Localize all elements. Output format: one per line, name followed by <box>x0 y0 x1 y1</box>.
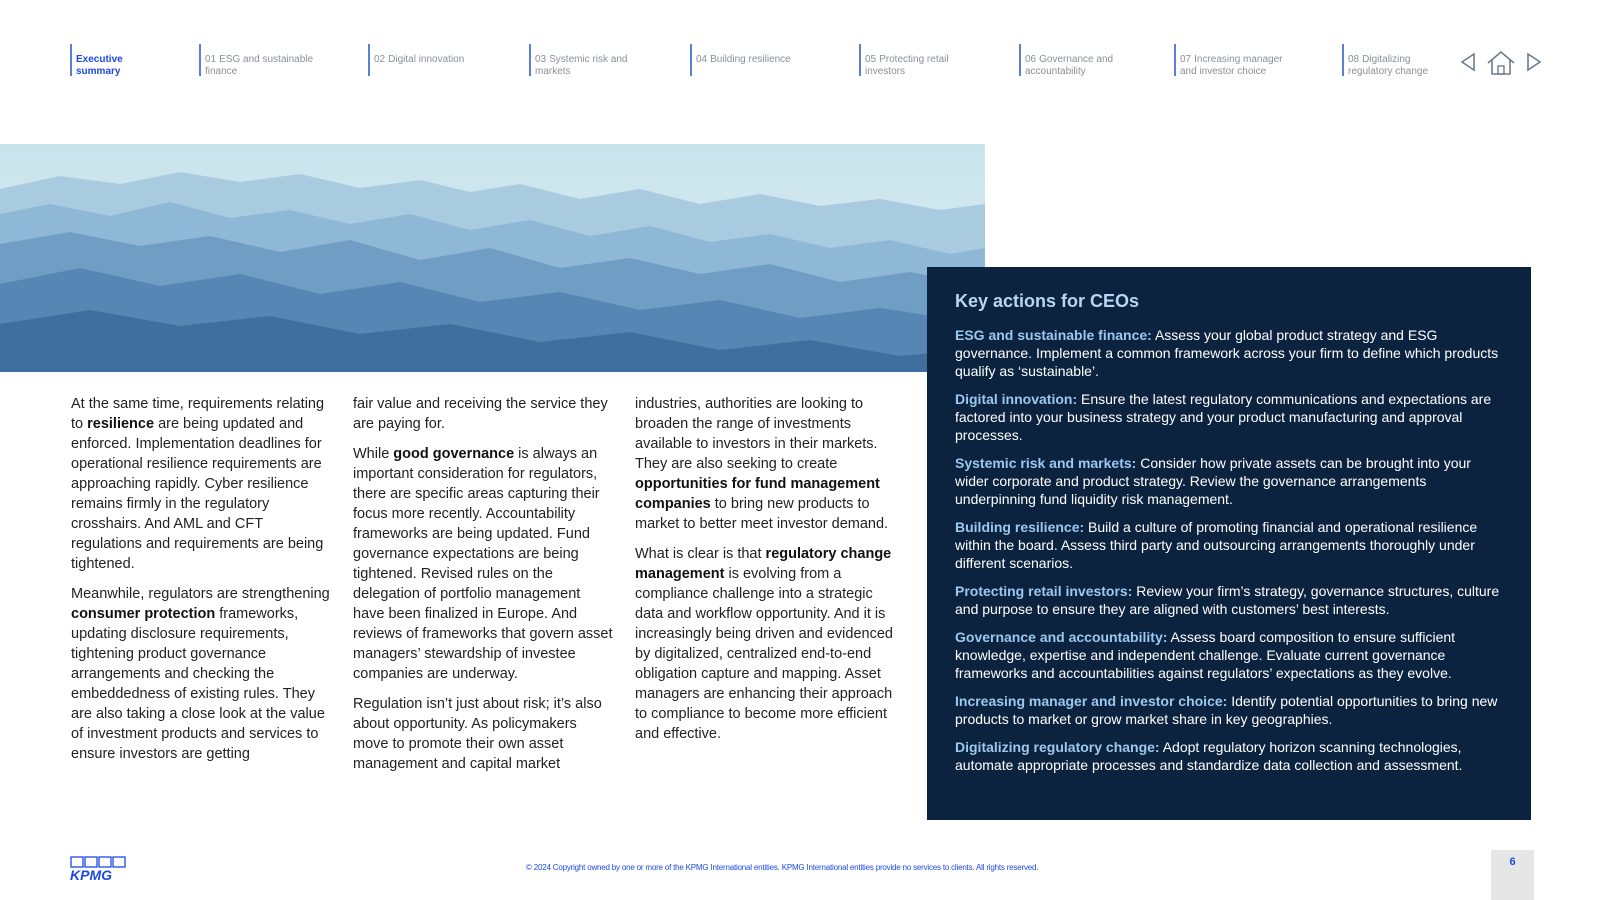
key-actions-panel <box>927 267 1531 820</box>
logo-text: KPMG <box>70 867 112 882</box>
key-action-item <box>955 628 1503 682</box>
body-column-3 <box>635 394 897 754</box>
key-action-item <box>955 326 1503 380</box>
text: industries, authorities are looking to broaden the range of investments available to investors in their markets. They are also seeking to create <box>635 396 878 472</box>
nav-label: Systemic risk and markets <box>535 54 628 77</box>
emphasis: good governance <box>393 446 515 462</box>
text: At the same time, requirements relating to <box>71 396 325 432</box>
text: While <box>353 446 394 462</box>
nav-controls <box>1460 52 1552 82</box>
key-action-text: Assess board composition to ensure sufficient knowledge, expertise and independent challenge. Evaluate current governance frameworks and accountabilities against regulators’ expectations as they evolve. <box>955 629 1456 681</box>
text: Meanwhile, regulators are strengthening <box>71 586 330 602</box>
nav-item-governance[interactable] <box>1019 44 1165 76</box>
page-number: 6 <box>1509 856 1516 868</box>
nav-label: Digital innovation <box>388 54 465 65</box>
nav-label: Executive summary <box>76 54 123 77</box>
nav-number: 04 <box>696 54 708 65</box>
key-action-item <box>955 738 1503 774</box>
key-action-text: Ensure the latest regulatory communications and expectations are factored into your business strategy and your product manufacturing and approval processes. <box>955 391 1492 443</box>
emphasis: regulatory change management <box>635 546 892 582</box>
paragraph <box>353 444 615 684</box>
nav-item-protecting-retail[interactable] <box>859 44 1005 76</box>
key-action-heading: Building resilience: <box>955 519 1085 535</box>
text: to bring new products to market to better meet investor demand. <box>635 496 889 532</box>
key-action-item <box>955 518 1503 572</box>
nav-label: Building resilience <box>710 54 791 65</box>
kpmg-logo <box>70 856 128 882</box>
text: is always an important consideration for regulators, there are specific areas capturing their focus more recently. Accountability frameworks are being updated. Fund governance expectations are being tightened. Revised rules on the delegation of portfolio management have been finalized in Europe. And reviews of frameworks that govern asset managers’ stewardship of investee companies are underway. <box>353 446 613 682</box>
text: What is clear is that <box>635 546 766 562</box>
key-action-heading: ESG and sustainable finance: <box>955 327 1152 343</box>
paragraph <box>71 584 333 764</box>
emphasis: consumer protection <box>71 606 216 622</box>
home-icon[interactable] <box>1486 50 1516 81</box>
paragraph: Regulation isn’t just about risk; it’s also about opportunity. As policymakers move to promote their own asset management and capital market <box>353 696 602 772</box>
page-number-box <box>1491 850 1534 900</box>
nav-label: Governance and accountability <box>1025 54 1114 77</box>
key-action-text: Assess your global product strategy and ESG governance. Implement a common framework across your firm to define which products qualify as ‘sustainable’. <box>955 327 1499 379</box>
nav-item-esg[interactable] <box>199 44 355 76</box>
nav-number: 06 <box>1025 54 1037 65</box>
nav-number: 03 <box>535 54 547 65</box>
nav-label: Protecting retail investors <box>865 54 949 77</box>
paragraph <box>71 394 333 574</box>
key-action-heading: Digital innovation: <box>955 391 1078 407</box>
nav-item-executive-summary[interactable] <box>70 44 194 76</box>
nav-item-digital-innovation[interactable] <box>368 44 524 76</box>
key-action-heading: Systemic risk and markets: <box>955 455 1137 471</box>
paragraph <box>635 394 897 534</box>
copyright-notice: © 2024 Copyright owned by one or more of the KPMG International entities. KPMG International entities provide no services to clients. All rights reserved. <box>526 863 1039 872</box>
nav-item-manager-choice[interactable] <box>1174 44 1330 76</box>
key-action-heading: Governance and accountability: <box>955 629 1168 645</box>
nav-item-digitalizing[interactable] <box>1342 44 1460 76</box>
text: are being updated and enforced. Implementation deadlines for operational resilience requirements are approaching rapidly. Cyber resilience remains firmly in the regulatory crosshairs. And AML and CFT regulations and requirements are being tightened. <box>71 416 324 572</box>
nav-label: Digitalizing regulatory change <box>1348 54 1429 77</box>
mountain-landscape-image <box>0 144 985 372</box>
key-action-text: Consider how private assets can be brought into your wider corporate and product strategy. Review the governance arrangements underpinning fund liquidity risk management. <box>955 455 1471 507</box>
key-actions-title: Key actions for CEOs <box>955 291 1140 311</box>
emphasis: resilience <box>87 416 155 432</box>
nav-item-systemic-risk[interactable] <box>529 44 675 76</box>
nav-number: 08 <box>1348 54 1360 65</box>
key-action-heading: Protecting retail investors: <box>955 583 1133 599</box>
nav-label: Increasing manager and investor choice <box>1180 54 1283 77</box>
top-navigation <box>0 44 1600 84</box>
key-action-text: Identify potential opportunities to bring new products to market or grow market share in key geographies. <box>955 693 1498 727</box>
key-action-item <box>955 390 1503 444</box>
key-action-heading: Increasing manager and investor choice: <box>955 693 1228 709</box>
paragraph: fair value and receiving the service they are paying for. <box>353 396 608 432</box>
key-action-heading: Digitalizing regulatory change: <box>955 739 1160 755</box>
body-column-2 <box>353 394 615 784</box>
key-action-item <box>955 582 1503 618</box>
key-action-item <box>955 454 1503 508</box>
key-action-text: Adopt regulatory horizon scanning technologies, automate appropriate processes and standardize data collection and assessment. <box>955 739 1463 773</box>
chevron-left-icon[interactable] <box>1460 52 1476 77</box>
nav-number: 05 <box>865 54 877 65</box>
nav-number: 07 <box>1180 54 1192 65</box>
paragraph <box>635 544 897 744</box>
key-action-item <box>955 692 1503 728</box>
body-column-1 <box>71 394 333 774</box>
nav-number: 01 <box>205 54 217 65</box>
text: is evolving from a compliance challenge into a strategic data and workflow opportunity. And it is increasingly being driven and evidenced by digitalized, centralized end-to-end obligation capture and mapping. Asset managers are enhancing their approach to compliance to become more efficient and effective. <box>635 566 893 742</box>
text: frameworks, updating disclosure requirements, tightening product governance arrangements and checking the embeddedness of existing rules. They are also taking a close look at the value of investment products and services to ensure investors are getting <box>71 606 325 762</box>
key-action-text: Review your firm’s strategy, governance structures, culture and purpose to ensure they are aligned with customers’ best interests. <box>955 583 1500 617</box>
nav-number: 02 <box>374 54 386 65</box>
nav-item-building-resilience[interactable] <box>690 44 846 76</box>
key-action-text: Build a culture of promoting financial and operational resilience within the board. Assess third party and outsourcing arrangements thoroughly under different scenarios. <box>955 519 1478 571</box>
chevron-right-icon[interactable] <box>1526 52 1542 77</box>
nav-label: ESG and sustainable finance <box>205 54 314 77</box>
emphasis: opportunities for fund management companies <box>635 476 880 512</box>
